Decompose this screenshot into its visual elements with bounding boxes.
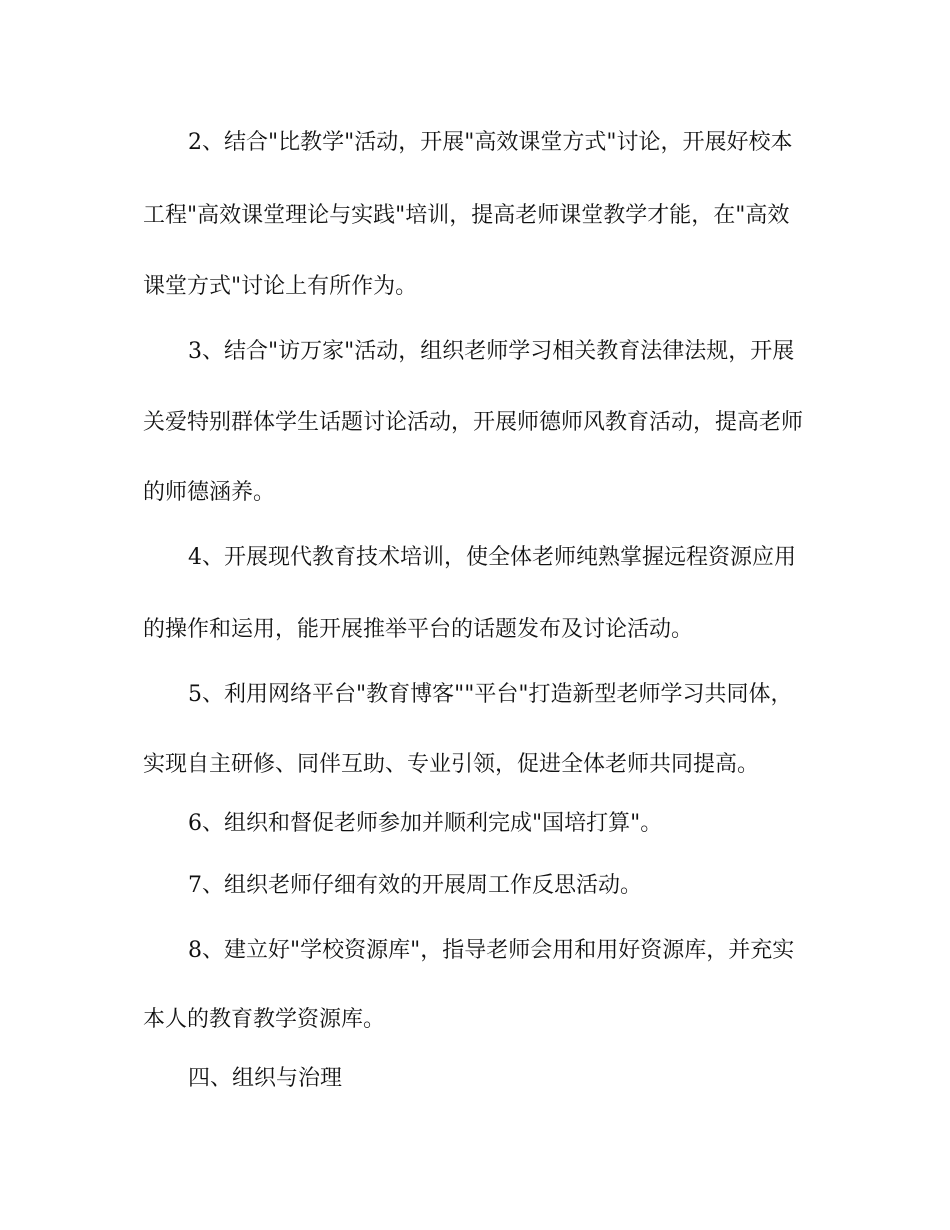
item-3-line-2: 关爱特别群体学生话题讨论活动，开展师德师风教育活动，提高老师 — [143, 410, 804, 435]
item-3-line-1: 3、结合"访万家"活动，组织老师学习相关教育法律法规，开展 — [188, 339, 795, 364]
item-4-line-1: 4、开展现代教育技术培训，使全体老师纯熟掌握远程资源应用 — [188, 545, 796, 570]
item-8-line-2: 本人的教育教学资源库。 — [143, 1007, 386, 1032]
section-heading: 四、组织与治理 — [188, 1066, 343, 1091]
item-3-line-3: 的师德涵养。 — [143, 480, 276, 505]
item-7-line-1: 7、组织老师仔细有效的开展周工作反思活动。 — [188, 873, 642, 898]
item-4-line-2: 的操作和运用，能开展推举平台的话题发布及讨论活动。 — [143, 617, 694, 642]
item-8-line-1: 8、建立好"学校资源库"，指导老师会用和用好资源库，并充实 — [188, 938, 795, 963]
item-5-line-2: 实现自主研修、同伴互助、专业引领，促进全体老师共同提高。 — [143, 752, 760, 777]
item-5-line-1: 5、利用网络平台"教育博客""平台"打造新型老师学习共同体， — [188, 682, 793, 707]
item-6-line-1: 6、组织和督促老师参加并顺利完成"国培打算"。 — [188, 811, 663, 836]
item-2-line-1: 2、结合"比教学"活动，开展"高效课堂方式"讨论，开展好校本 — [188, 130, 793, 155]
item-2-line-2: 工程"高效课堂理论与实践"培训，提高老师课堂教学才能，在"高效 — [143, 203, 790, 228]
item-2-line-3: 课堂方式"讨论上有所作为。 — [143, 274, 418, 299]
